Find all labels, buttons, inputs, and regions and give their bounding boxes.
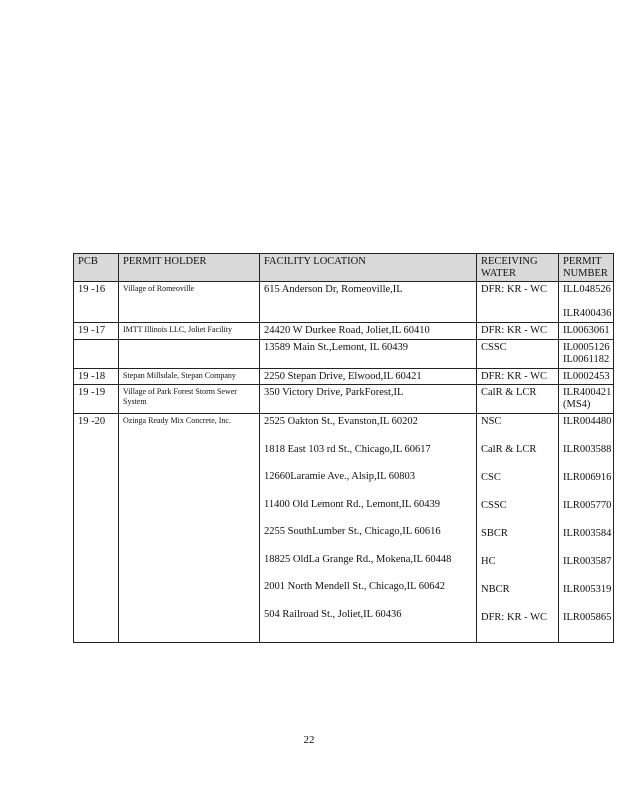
facility-location: 2001 North Mendell St., Chicago,IL 60642 [264,581,446,592]
cell-holder: Village of Park Forest Storm Sewer System [119,385,260,414]
cell-holder: Ozinga Ready Mix Concrete, Inc. [119,414,260,643]
cell-receiving: DFR: KR - WC [477,282,559,323]
facility-location: 2255 SouthLumber St., Chicago,IL 60616 [264,526,441,537]
cell-location: 24420 W Durkee Road, Joliet,IL 60410 [260,323,477,340]
cell-permit [559,414,614,643]
permit-number: ILR006916 [563,472,612,483]
cell-receiving: CSSC [477,339,559,368]
receiving-water: CSSC [481,500,507,511]
facility-location: 504 Railroad St., Joliet,IL 60436 [264,608,402,620]
cell-permit [559,385,614,414]
table-row [74,385,614,414]
permit-number: ILR003587 [563,556,612,567]
receiving-water: DFR: KR - WC [481,612,548,623]
permit-number: ILL048526 [563,284,611,295]
receiving-water: NSC [481,416,502,427]
receiving-water: SBCR [481,528,508,539]
facility-location: 11400 Old Lemont Rd., Lemont,IL 60439 [264,498,440,510]
permit-number: ILR005319 [563,584,612,595]
permit-number: IL0061182 [563,353,610,365]
cell-receiving: DFR: KR - WC [477,368,559,385]
cell-holder [119,339,260,368]
cell-receiving [477,414,559,643]
cell-location: 615 Anderson Dr, Romeoville,IL [260,282,477,323]
cell-holder: Village of Romeoville [119,282,260,323]
permit-number: ILR400436 [563,308,612,319]
table-row [74,414,614,643]
facility-location: 2525 Oakton St., Evanston,IL 60202 [264,416,418,427]
facility-location: 18825 OldLa Grange Rd., Mokena,IL 60448 [264,553,452,565]
cell-pcb: 19 -17 [74,323,119,340]
cell-location [260,414,477,643]
cell-location: 13589 Main St.,Lemont, IL 60439 [260,339,477,368]
permit-number: ILR003584 [563,528,612,539]
permit-number: ILR005770 [563,500,612,511]
cell-permit [559,339,614,368]
header-receiving-water: RECEIVING WATER [477,254,559,282]
cell-pcb: 19 -16 [74,282,119,323]
facility-location: 1818 East 103 rd St., Chicago,IL 60617 [264,443,431,455]
table-row [74,282,614,323]
permit-number: ILR003588 [563,444,612,455]
cell-location: 350 Victory Drive, ParkForest,IL [260,385,477,414]
header-facility-location: FACILITY LOCATION [260,254,477,282]
permit-number: ILR400421 [563,387,612,398]
permit-number: IL0005126 [563,341,610,353]
receiving-water: CalR & LCR [481,444,537,455]
table-header-row [74,254,614,282]
permit-table [73,253,614,643]
receiving-water: CSC [481,472,501,483]
permit-number: ILR004480 [563,416,612,427]
cell-location: 2250 Stepan Drive, Elwood,IL 60421 [260,368,477,385]
receiving-water: NBCR [481,584,510,595]
page-number: 22 [303,734,315,746]
permit-number: (MS4) [563,399,591,410]
cell-pcb: 19 -19 [74,385,119,414]
cell-permit: IL0002453 [559,368,614,385]
header-permit-holder: PERMIT HOLDER [119,254,260,282]
receiving-water: HC [481,556,496,567]
cell-pcb [74,339,119,368]
permit-number: ILR005865 [563,612,612,623]
cell-permit [559,282,614,323]
table-row [74,339,614,368]
header-permit-number: PERMIT NUMBER [559,254,614,282]
header-pcb: PCB [74,254,119,282]
cell-pcb: 19 -20 [74,414,119,643]
cell-receiving: CalR & LCR [477,385,559,414]
table-row [74,368,614,385]
table-row [74,323,614,340]
cell-permit: IL0063061 [559,323,614,340]
cell-holder: Stepan Millsdale, Stepan Company [119,368,260,385]
cell-receiving: DFR: KR - WC [477,323,559,340]
facility-location: 12660Laramie Ave., Alsip,IL 60803 [264,471,416,482]
cell-pcb: 19 -18 [74,368,119,385]
cell-holder: IMTT Illinois LLC, Joliet Facility [119,323,260,340]
